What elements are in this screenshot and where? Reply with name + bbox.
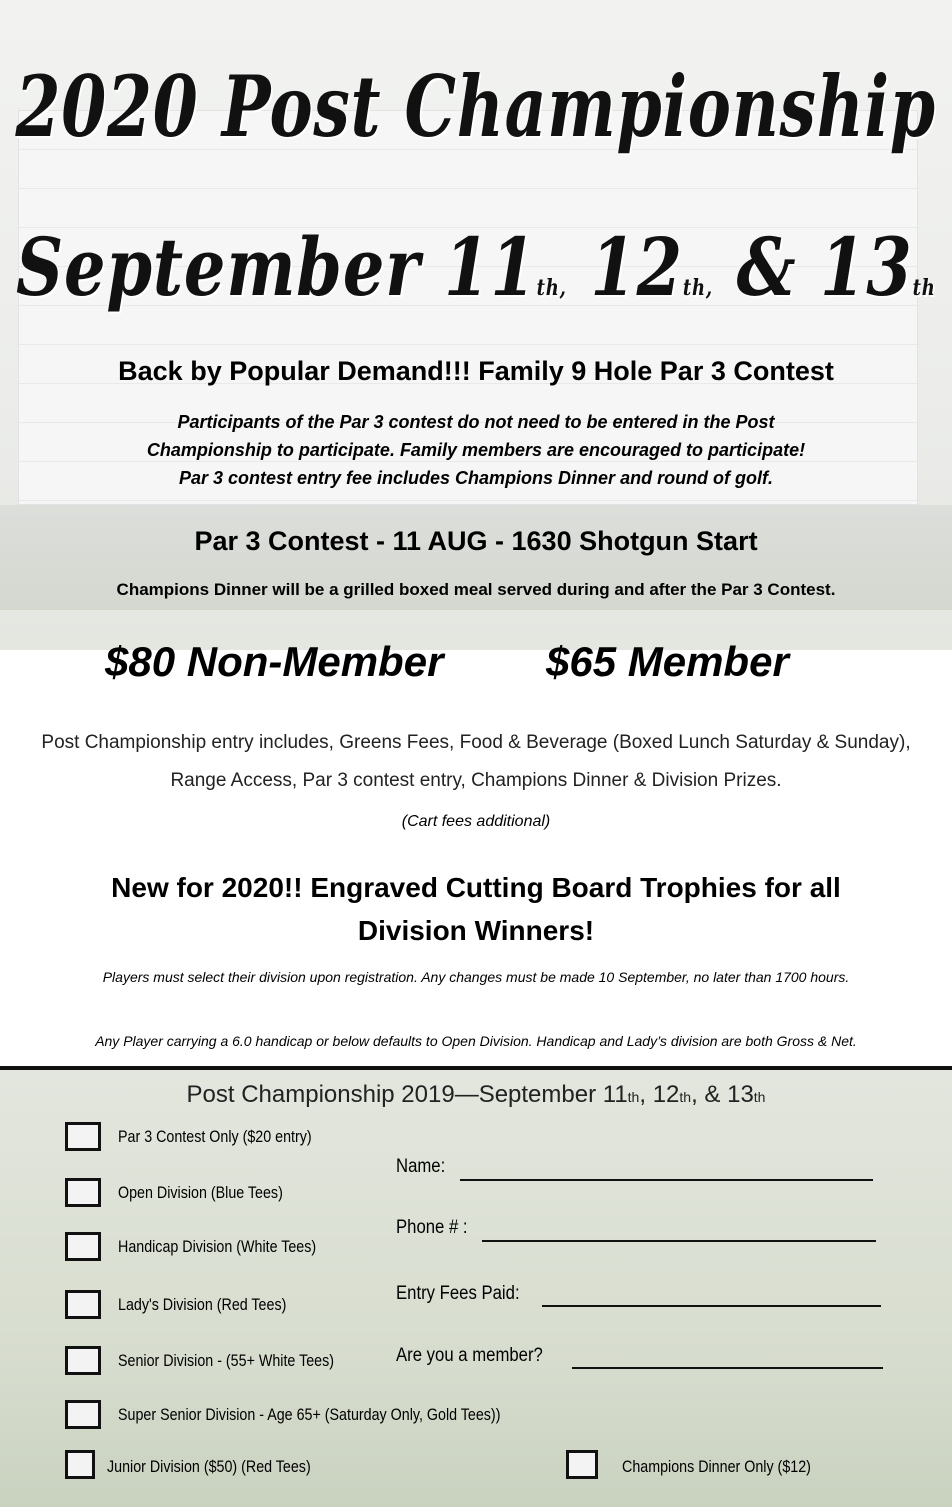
label-senior-division: Senior Division - (55+ White Tees): [118, 1351, 335, 1370]
cart-note: (Cart fees additional): [401, 813, 551, 830]
name-input[interactable]: [460, 1179, 873, 1181]
event-dates: September 11th, 12th, & 13th: [16, 220, 936, 314]
handicap-rule: Any Player carrying a 6.0 handicap or below defaults to Open Division. Handicap and Lady’s division are both Gross & Net.: [95, 1033, 857, 1049]
dinner-note-row: [0, 580, 952, 600]
division-rule-row: [0, 969, 952, 985]
member-label: Are you a member?: [396, 1345, 543, 1366]
handicap-rule-row: [0, 1033, 952, 1049]
phone-input[interactable]: [482, 1240, 876, 1242]
par3-heading-row: [0, 356, 952, 387]
phone-label: Phone # :: [396, 1217, 468, 1238]
par3-notes: [0, 408, 952, 492]
form-title: Post Championship 2019—September 11th, 12th, & 13th: [186, 1081, 766, 1108]
checkbox-super-senior-division[interactable]: [65, 1400, 101, 1429]
includes-line: Post Championship entry includes, Greens Fees, Food & Beverage (Boxed Lunch Saturday & Sunday),: [41, 732, 911, 753]
label-junior-division: Junior Division ($50) (Red Tees): [107, 1457, 311, 1476]
checkbox-junior-division[interactable]: [65, 1450, 95, 1479]
checkbox-champions-dinner[interactable]: [566, 1450, 598, 1479]
par3-note: Par 3 contest entry fee includes Champions Dinner and round of golf.: [178, 468, 774, 488]
par3-heading: Back by Popular Demand!!! Family 9 Hole Par 3 Contest: [118, 356, 834, 386]
includes-line: Range Access, Par 3 contest entry, Champions Dinner & Division Prizes.: [170, 770, 782, 791]
cart-note-row: [0, 813, 952, 831]
price-member: $65 Member: [546, 638, 789, 685]
event-title-row: [0, 52, 952, 162]
par3-schedule-row: [0, 526, 952, 557]
label-handicap-division: Handicap Division (White Tees): [118, 1237, 317, 1256]
checkbox-senior-division[interactable]: [65, 1346, 101, 1375]
label-super-senior-division: Super Senior Division - Age 65+ (Saturday Only, Gold Tees)): [118, 1405, 501, 1424]
label-champions-dinner: Champions Dinner Only ($12): [622, 1457, 811, 1476]
form-title-row: [0, 1081, 952, 1109]
par3-note: Participants of the Par 3 contest do not need to be entered in the Post: [177, 412, 775, 432]
divider: [0, 1066, 952, 1070]
checkbox-par3-only[interactable]: [65, 1122, 101, 1151]
new-heading-line: New for 2020!! Engraved Cutting Board Trophies for all: [111, 872, 841, 903]
price-nonmember: $80 Non-Member: [105, 638, 444, 685]
entry-fees-input[interactable]: [542, 1305, 881, 1307]
label-ladys-division: Lady's Division (Red Tees): [118, 1295, 287, 1314]
entry-includes: [0, 724, 952, 800]
division-rule: Players must select their division upon registration. Any changes must be made 10 September, no later than 1700 hours.: [102, 969, 850, 985]
checkbox-handicap-division[interactable]: [65, 1232, 101, 1261]
name-label: Name:: [396, 1156, 446, 1177]
checkbox-ladys-division[interactable]: [65, 1290, 101, 1319]
label-par3-only: Par 3 Contest Only ($20 entry): [118, 1127, 312, 1146]
checkbox-open-division[interactable]: [65, 1178, 101, 1207]
event-dates-row: [0, 215, 952, 341]
dinner-note: Champions Dinner will be a grilled boxed meal served during and after the Par 3 Contest.: [116, 580, 836, 599]
par3-note: Championship to participate. Family members are encouraged to participate!: [146, 440, 806, 460]
entry-fees-label: Entry Fees Paid:: [396, 1283, 520, 1304]
par3-schedule: Par 3 Contest - 11 AUG - 1630 Shotgun Start: [194, 526, 758, 556]
new-heading-line: Division Winners!: [357, 915, 595, 946]
new-heading: [0, 866, 952, 952]
member-input[interactable]: [572, 1367, 883, 1369]
event-title: 2020 Post Championship: [15, 57, 937, 156]
label-open-division: Open Division (Blue Tees): [118, 1183, 283, 1202]
